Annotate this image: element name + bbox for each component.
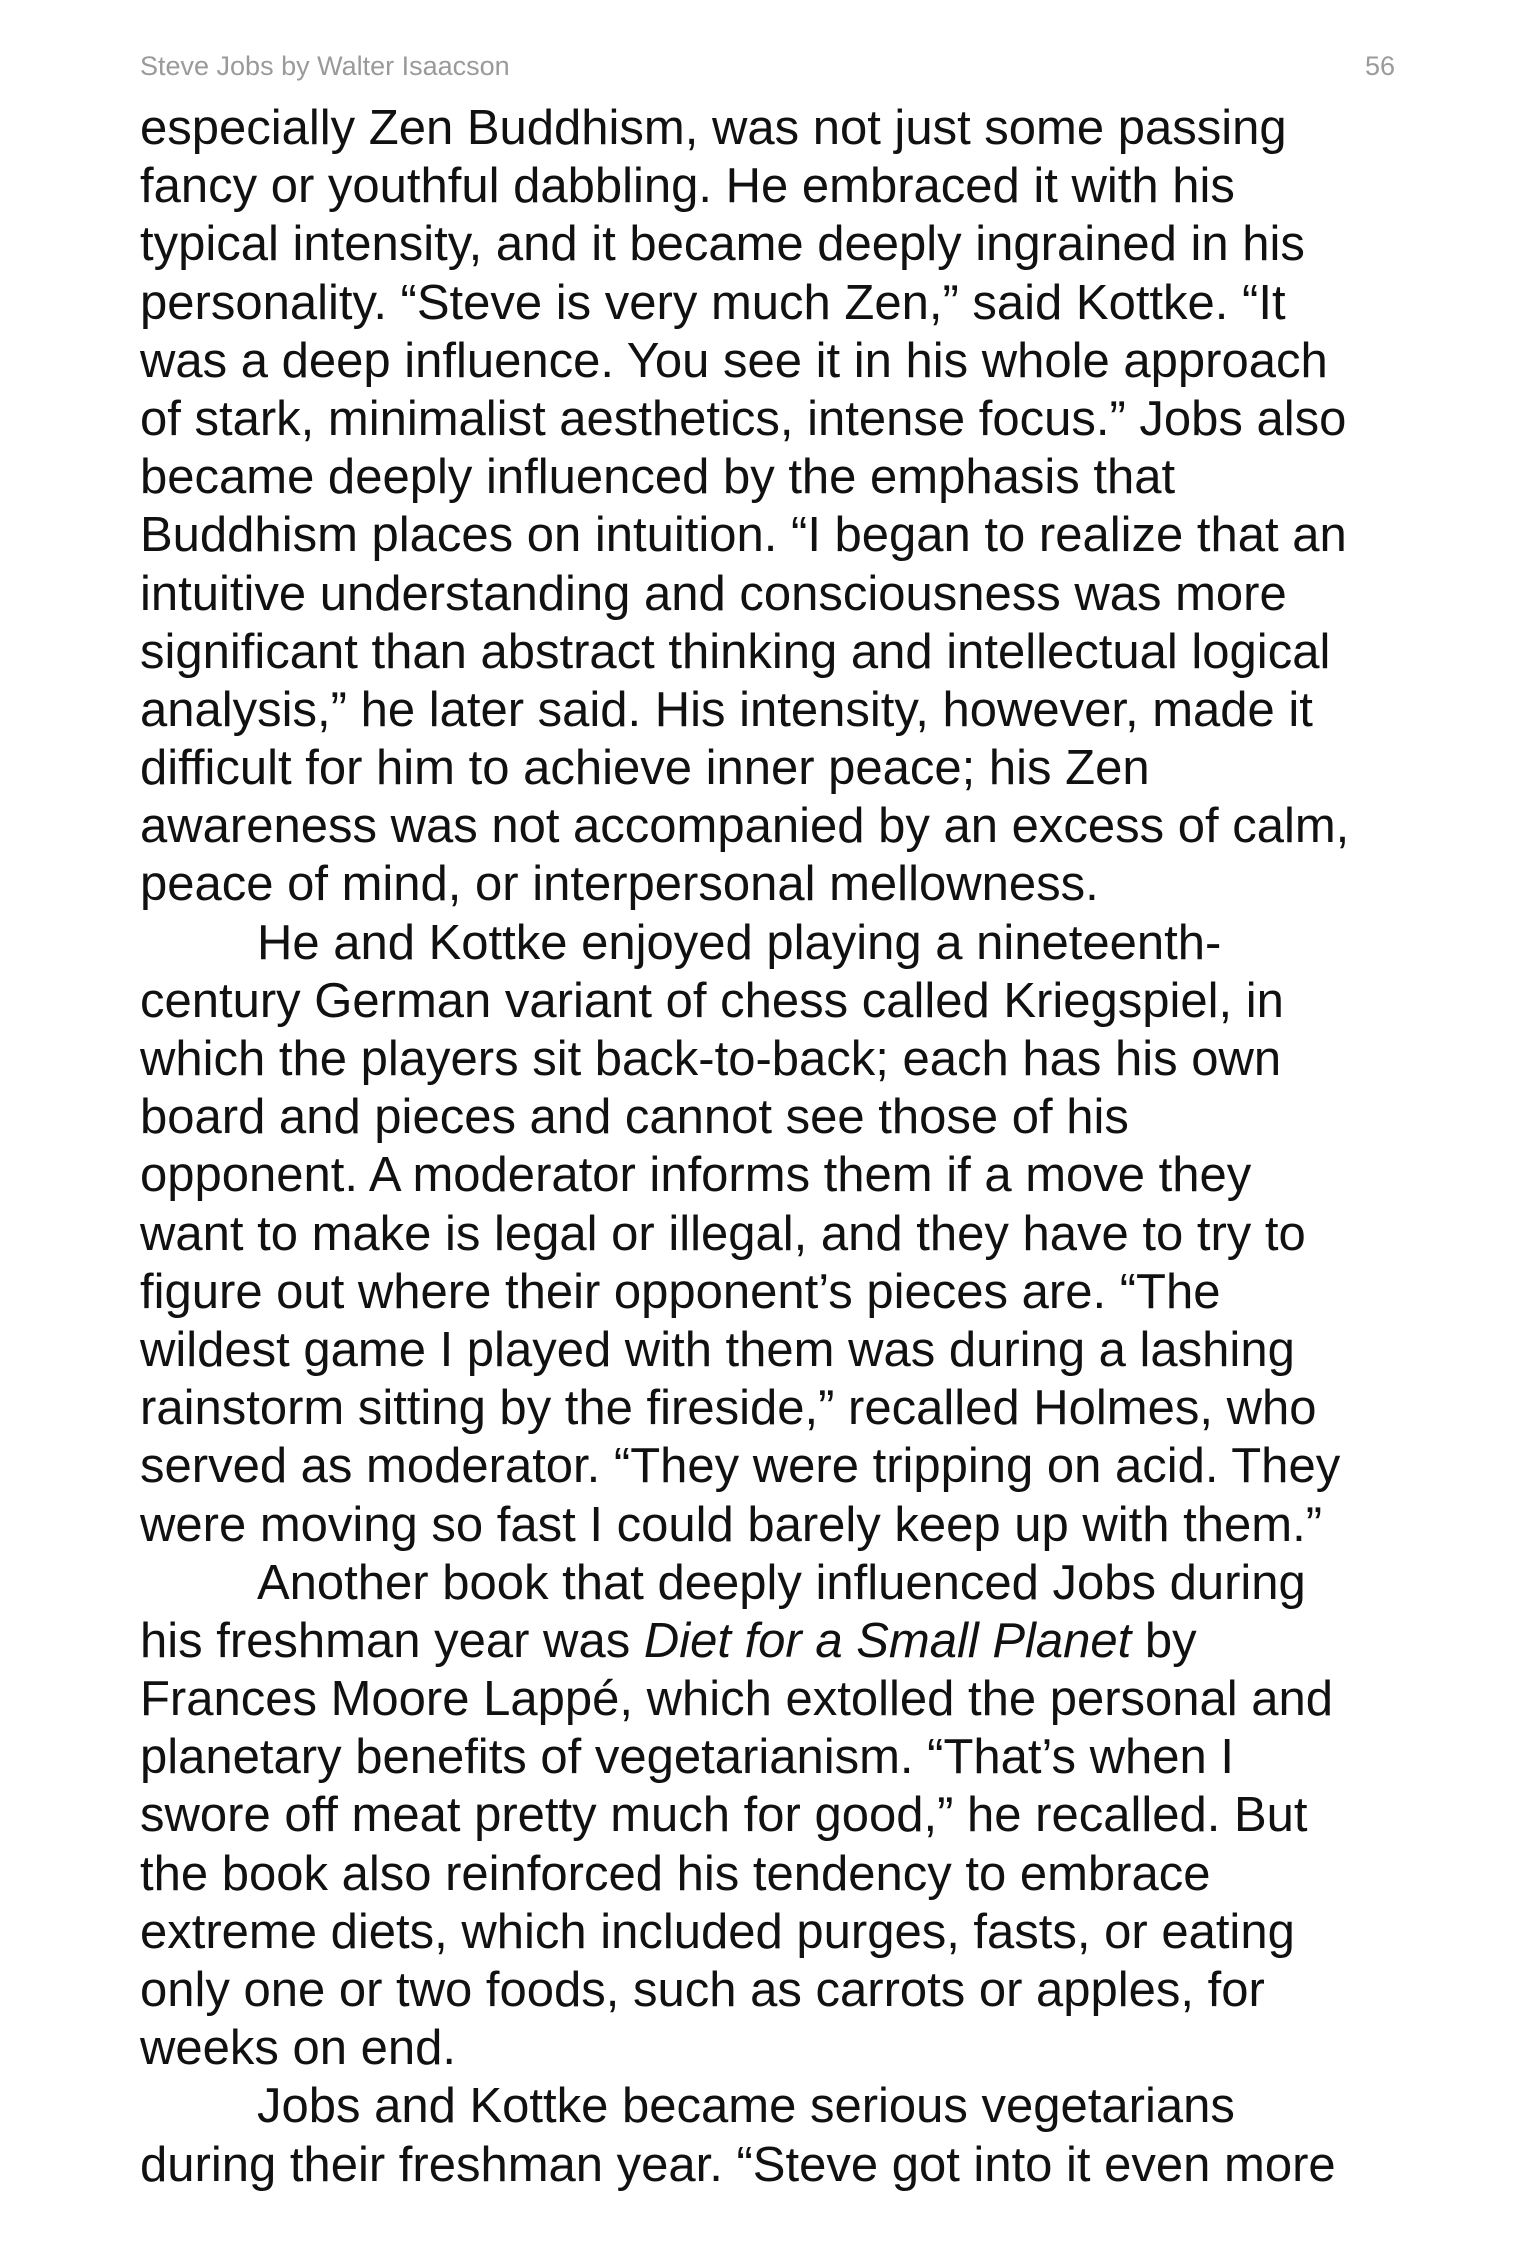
text-line: want to make is legal or illegal, and they have to try to bbox=[140, 1206, 1306, 1261]
text-line: personality. “Steve is very much Zen,” said Kottke. “It bbox=[140, 275, 1286, 330]
text-line: planetary benefits of vegetarianism. “That’s when I bbox=[140, 1730, 1235, 1785]
text-line: figure out where their opponent’s pieces are. “The bbox=[140, 1264, 1221, 1319]
text-line: the book also reinforced his tendency to embrace bbox=[140, 1846, 1211, 1901]
text-line: extreme diets, which included purges, fasts, or eating bbox=[140, 1904, 1295, 1959]
text-line: wildest game I played with them was during a lashing bbox=[140, 1322, 1295, 1377]
text-line: was a deep influence. You see it in his whole approach bbox=[140, 333, 1328, 388]
text-line: peace of mind, or interpersonal mellowness. bbox=[140, 857, 1099, 912]
text-line: typical intensity, and it became deeply ingrained in his bbox=[140, 217, 1305, 272]
text-line bbox=[140, 1612, 1400, 1670]
text-line: difficult for him to achieve inner peace; his Zen bbox=[140, 741, 1150, 796]
text-line: Another book that deeply influenced Jobs during bbox=[257, 1555, 1306, 1610]
text-line: which the players sit back-to-back; each has his own bbox=[140, 1032, 1282, 1086]
text-line: became deeply influenced by the emphasis that bbox=[140, 450, 1176, 505]
text-line: He and Kottke enjoyed playing a nineteenth- bbox=[257, 915, 1222, 970]
text-line: Buddhism places on intuition. “I began to realize that an bbox=[140, 508, 1347, 563]
text-line: fancy or youthful dabbling. He embraced it with his bbox=[140, 159, 1235, 214]
paragraph bbox=[140, 2077, 1400, 2193]
text-fragment: by bbox=[1131, 1613, 1197, 1668]
book-title-italic: Diet for a Small Planet bbox=[643, 1613, 1132, 1668]
text-line: Jobs and Kottke became serious vegetarians bbox=[257, 2079, 1235, 2134]
text-line: weeks on end. bbox=[140, 2021, 456, 2076]
text-line: were moving so fast I could barely keep up with them.” bbox=[140, 1497, 1323, 1552]
text-line: during their freshman year. “Steve got into it even more bbox=[140, 2137, 1336, 2192]
text-line: intuitive understanding and consciousness was more bbox=[140, 566, 1287, 621]
text-line: significant than abstract thinking and intellectual logical bbox=[140, 624, 1331, 679]
text-line: served as moderator. “They were tripping on acid. They bbox=[140, 1439, 1341, 1494]
running-header bbox=[140, 46, 1395, 86]
text-line: only one or two foods, such as carrots or apples, for bbox=[140, 1963, 1265, 2017]
text-line: of stark, minimalist aesthetics, intense focus.” Jobs also bbox=[140, 391, 1347, 446]
page-number: 56 bbox=[1364, 51, 1395, 81]
text-line: board and pieces and cannot see those of his bbox=[140, 1090, 1129, 1145]
paragraph bbox=[140, 99, 1400, 914]
text-line: Frances Moore Lappé, which extolled the personal and bbox=[140, 1672, 1334, 1727]
text-line: awareness was not accompanied by an excess of calm, bbox=[140, 799, 1350, 854]
text-line: swore off meat pretty much for good,” he recalled. But bbox=[140, 1788, 1308, 1843]
text-line: analysis,” he later said. His intensity, however, made it bbox=[140, 682, 1313, 737]
book-title: Steve Jobs by Walter Isaacson bbox=[140, 51, 510, 81]
text-line: century German variant of chess called Kriegspiel, in bbox=[140, 973, 1284, 1028]
text-line: opponent. A moderator informs them if a move they bbox=[140, 1148, 1252, 1203]
paragraph bbox=[140, 1554, 1400, 2078]
text-line: especially Zen Buddhism, was not just some passing bbox=[140, 101, 1287, 155]
text-fragment: his freshman year was bbox=[140, 1613, 644, 1668]
paragraph bbox=[140, 914, 1400, 1554]
body-text bbox=[140, 99, 1400, 2194]
text-line: rainstorm sitting by the fireside,” recalled Holmes, who bbox=[140, 1381, 1317, 1436]
